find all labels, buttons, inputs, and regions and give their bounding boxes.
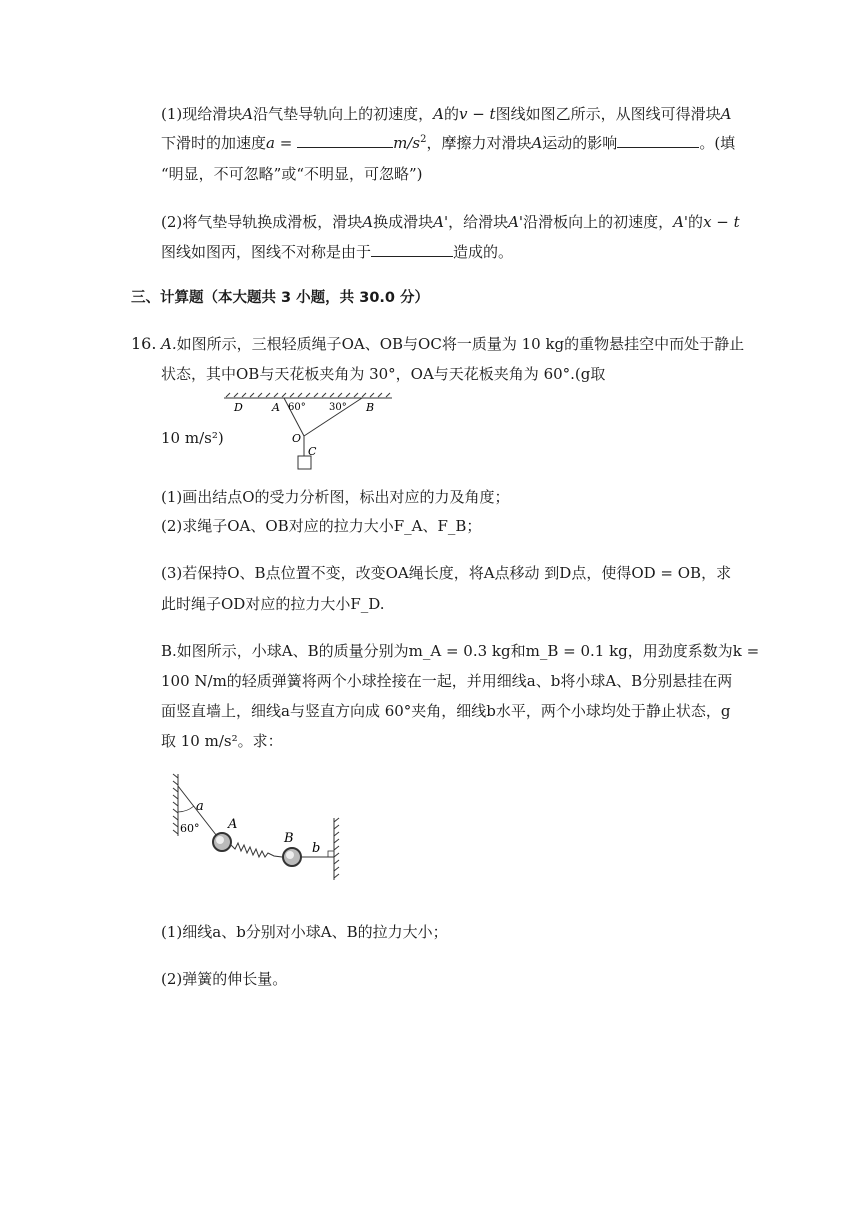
- q16a-sub3-line2: 此时绳子OD对应的拉力大小F_D.: [161, 595, 385, 613]
- section-header: 三、计算题（本大题共 3 小题，共 30.0 分）: [131, 290, 430, 306]
- q16a-line1: A.如图所示，三根轻质绳子OA、OB与OC将一质量为 10 kg的重物悬挂空中而处于静止: [161, 335, 745, 353]
- q16a-line2: 状态，其中OB与天花板夹角为 30°，OA与天花板夹角为 60°.(g取: [161, 365, 606, 383]
- q15-p2-line2: 图线如图丙，图线不对称是由于 造成的。: [161, 243, 514, 261]
- q15-p2-line1: (2)将气垫导轨换成滑板，滑块A换成滑块A'，给滑块A'沿滑板向上的初速度，A'的x − t: [161, 213, 740, 231]
- figure-ropes-ceiling: [222, 392, 400, 476]
- label-angle-60: 60°: [288, 402, 306, 413]
- q16b-line2: 100 N/m的轻质弹簧将两个小球拴接在一起，并用细线a、b将小球A、B分别悬挂在两: [161, 672, 733, 690]
- spring: [231, 843, 282, 857]
- q15-p1-line2: 下滑时的加速度$a = m/s^2$，摩擦力对滑块A运动的影响 。(填: [161, 134, 736, 152]
- label-angle-30: 30°: [329, 402, 347, 413]
- q16a-sub2: (2)求绳子OA、OB对应的拉力大小F_A、F_B；: [161, 517, 482, 535]
- answer-blank-asymmetry-reason[interactable]: [371, 242, 453, 257]
- right-angle-mark: [328, 851, 334, 857]
- label-a: A: [272, 401, 280, 414]
- label-o: O: [292, 432, 302, 445]
- q16b-sub2: (2)弹簧的伸长量。: [161, 970, 288, 988]
- answer-blank-friction-effect[interactable]: [617, 133, 699, 148]
- question-number: 16.: [131, 334, 157, 353]
- figure-spring-balls: [170, 770, 342, 882]
- q15-p1-line1: (1)现给滑块A沿气垫导轨向上的初速度，A的v − t图线如图乙所示，从图线可得滑块A: [161, 105, 732, 123]
- label-d: D: [234, 401, 243, 414]
- label-thread-a: a: [196, 799, 204, 814]
- q15-p1-line3: “明显，不可忽略”或“不明显，可忽略”): [161, 165, 423, 183]
- q16a-line3: 10 m/s²): [161, 429, 224, 447]
- q16b-line1: B.如图所示，小球A、B的质量分别为m_A = 0.3 kg和m_B = 0.1 kg，用劲度系数为k =: [161, 642, 760, 660]
- q16b-line4: 取 10 m/s²。求：: [161, 732, 283, 750]
- label-c: C: [308, 445, 317, 458]
- label-thread-b: b: [312, 841, 321, 856]
- answer-blank-acceleration[interactable]: [297, 133, 393, 148]
- label-ball-b: B: [284, 831, 294, 846]
- q16b-sub1: (1)细线a、b分别对小球A、B的拉力大小；: [161, 923, 448, 941]
- label-angle-60: 60°: [180, 822, 200, 835]
- left-wall: [173, 774, 178, 836]
- right-wall: [334, 818, 339, 880]
- q16a-sub3-line1: (3)若保持O、B点位置不变，改变OA绳长度，将A点移动 到D点，使得OD = OB，求: [161, 564, 732, 582]
- q16a-sub1: (1)画出结点O的受力分析图，标出对应的力及角度；: [161, 488, 510, 506]
- ceiling-hatching: [224, 393, 392, 398]
- label-ball-a: A: [228, 817, 238, 832]
- q16b-line3: 面竖直墙上，细线a与竖直方向成 60°夹角，细线b水平，两个小球均处于静止状态，g: [161, 702, 731, 720]
- angle-arc-60: [178, 806, 194, 812]
- label-b: B: [366, 401, 375, 414]
